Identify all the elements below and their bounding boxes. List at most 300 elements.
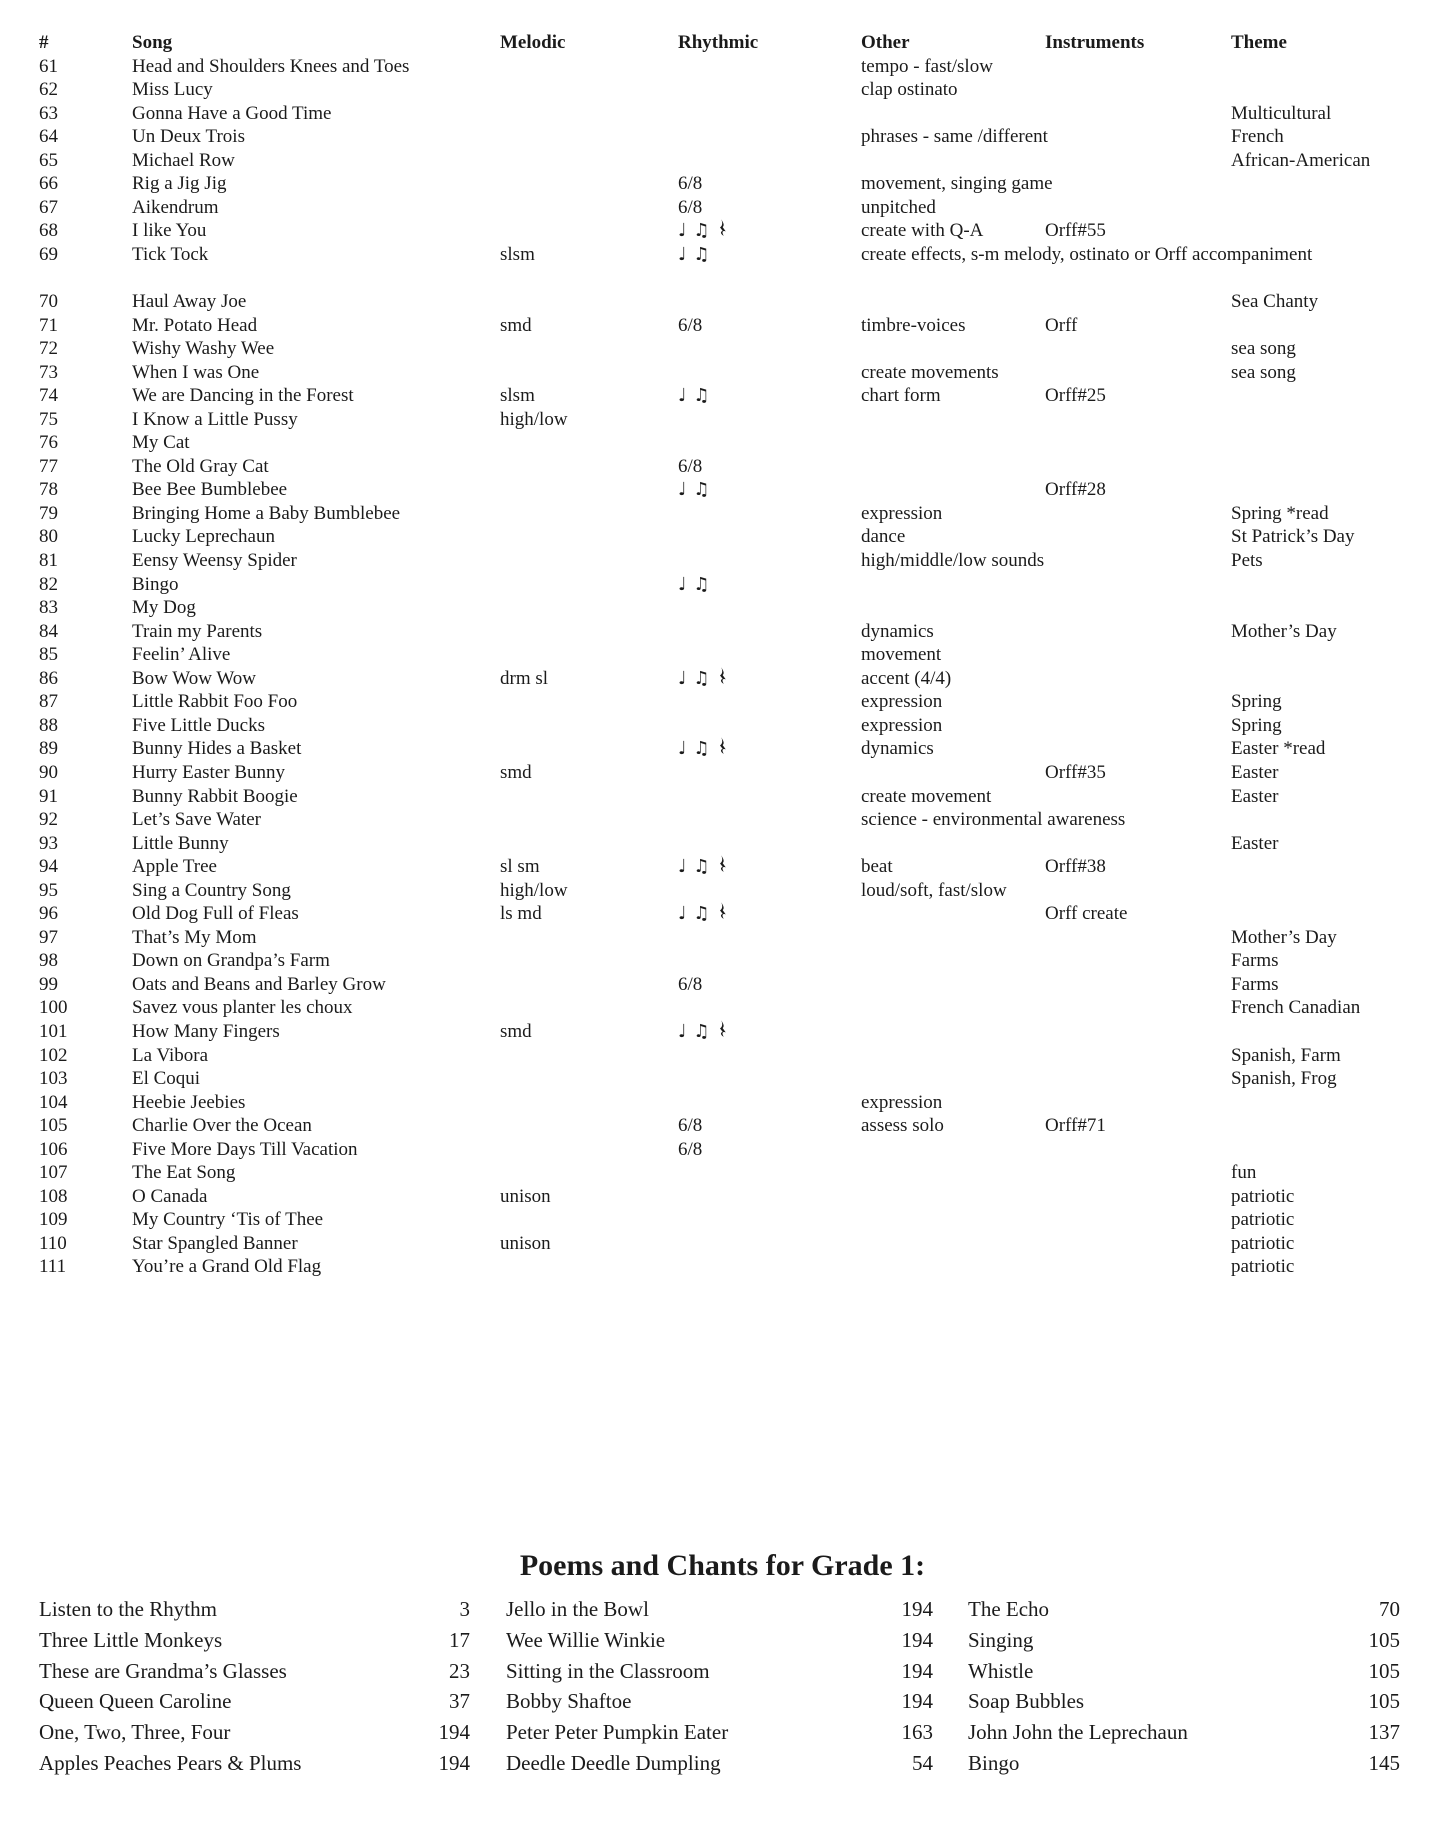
num-cell: 78: [39, 479, 58, 501]
song-row: [39, 478, 1439, 502]
song-row: [39, 314, 1439, 338]
poem-page: 163: [901, 1720, 933, 1745]
melodic-cell: unison: [500, 1185, 551, 1207]
rhythmic-cell: 6/8: [678, 1138, 703, 1160]
melodic-cell: [500, 455, 678, 479]
instruments-cell: [1045, 596, 1231, 620]
num-cell: 91: [39, 785, 58, 807]
melodic-cell: [500, 1138, 678, 1162]
other-cell: [861, 996, 1045, 1020]
song-cell: I Know a Little Pussy: [132, 408, 298, 430]
poem-row: [506, 1748, 933, 1779]
poems-column: [506, 1594, 933, 1779]
poem-row: [506, 1625, 933, 1656]
quarter-note-icon: ♩: [678, 738, 687, 760]
poem-name: Sitting in the Classroom: [506, 1658, 710, 1683]
melodic-cell: [500, 1208, 678, 1232]
rhythmic-cell: [678, 1020, 861, 1044]
song-row: [39, 879, 1439, 903]
theme-cell: [1231, 55, 1439, 79]
melodic-cell: [500, 1044, 678, 1068]
song-row: [39, 761, 1439, 785]
theme-cell: Multicultural: [1231, 102, 1332, 124]
melodic-cell: [500, 573, 678, 597]
song-cell: Tick Tock: [132, 243, 209, 265]
poem-page: 194: [438, 1720, 470, 1745]
poem-page: 37: [449, 1689, 470, 1714]
theme-cell: sea song: [1231, 361, 1296, 383]
num-cell: 101: [39, 1020, 68, 1042]
rhythmic-cell: [678, 149, 861, 173]
rhythmic-cell: [678, 573, 861, 597]
instruments-cell: [1045, 808, 1231, 832]
other-cell: clap ostinato: [861, 79, 958, 101]
melodic-cell: high/low: [500, 879, 568, 901]
instruments-cell: [1045, 737, 1231, 761]
poem-page: 70: [1379, 1597, 1400, 1621]
num-cell: [39, 266, 132, 290]
poem-name: Bingo: [968, 1750, 1020, 1775]
song-row: [39, 243, 1439, 267]
rhythmic-cell: [678, 855, 861, 879]
other-cell: [861, 926, 1045, 950]
other-cell: [861, 290, 1045, 314]
song-cell: Heebie Jeebies: [132, 1091, 246, 1113]
theme-cell: Easter: [1231, 832, 1279, 854]
rhythmic-cell: [678, 243, 861, 267]
rhythmic-cell: [678, 266, 861, 290]
instruments-cell: [1045, 431, 1231, 455]
song-cell: Rig a Jig Jig: [132, 173, 227, 195]
melodic-cell: [500, 785, 678, 809]
rhythmic-cell: 6/8: [678, 173, 703, 195]
rhythmic-cell: 6/8: [678, 314, 703, 336]
quarter-rest-icon: [719, 1020, 728, 1041]
rhythmic-cell: [678, 384, 861, 408]
instruments-cell: [1045, 78, 1231, 102]
other-cell: [861, 102, 1045, 126]
other-cell: movement, singing game: [861, 173, 1053, 195]
melodic-cell: smd: [500, 1020, 532, 1042]
song-cell: We are Dancing in the Forest: [132, 385, 354, 407]
instruments-cell: [1045, 879, 1231, 903]
column-header-rhythmic: Rhythmic: [678, 32, 759, 53]
rhythmic-cell: [678, 1044, 861, 1068]
num-cell: 76: [39, 432, 58, 454]
num-cell: 65: [39, 149, 58, 171]
poem-row: [39, 1594, 470, 1625]
melodic-cell: slsm: [500, 243, 535, 265]
song-row: [39, 290, 1439, 314]
song-cell: Wishy Washy Wee: [132, 338, 275, 360]
song-row: [39, 1232, 1439, 1256]
song-cell: La Vibora: [132, 1044, 209, 1066]
instruments-cell: Orff#38: [1045, 856, 1106, 878]
poem-page: 194: [901, 1658, 933, 1683]
rhythmic-cell: [678, 431, 861, 455]
other-cell: [861, 1208, 1045, 1232]
rhythmic-cell: [678, 949, 861, 973]
num-cell: 80: [39, 526, 58, 548]
poem-name: The Echo: [968, 1597, 1050, 1621]
melodic-cell: [500, 1091, 678, 1115]
rhythmic-cell: [678, 1161, 861, 1185]
quarter-rest-icon: [719, 219, 728, 240]
rhythmic-cell: 6/8: [678, 196, 703, 218]
poem-name: Bobby Shaftoe: [506, 1689, 632, 1714]
song-row: [39, 573, 1439, 597]
num-cell: 111: [39, 1256, 67, 1278]
song-cell: Bingo: [132, 573, 179, 595]
eighth-notes-icon: ♫: [693, 738, 710, 760]
poem-name: One, Two, Three, Four: [39, 1720, 231, 1745]
instruments-cell: [1045, 243, 1231, 267]
theme-cell: [1231, 408, 1439, 432]
theme-cell: Spring *read: [1231, 502, 1329, 524]
other-cell: [861, 408, 1045, 432]
poem-row: [506, 1717, 933, 1748]
song-row: [39, 996, 1439, 1020]
num-cell: 98: [39, 950, 58, 972]
num-cell: 108: [39, 1185, 68, 1207]
theme-cell: [1231, 879, 1439, 903]
theme-cell: Spring: [1231, 714, 1282, 736]
rhythmic-cell: 6/8: [678, 1115, 703, 1137]
song-cell: Apple Tree: [132, 856, 217, 878]
other-cell: [861, 1044, 1045, 1068]
other-cell: [861, 573, 1045, 597]
rhythmic-cell: [678, 361, 861, 385]
num-cell: 92: [39, 809, 58, 831]
other-cell: [861, 455, 1045, 479]
song-cell: I like You: [132, 220, 207, 242]
instruments-cell: [1045, 1255, 1231, 1279]
poem-name: Listen to the Rhythm: [39, 1597, 217, 1621]
rhythmic-cell: [678, 879, 861, 903]
theme-cell: fun: [1231, 1162, 1257, 1184]
song-cell: Down on Grandpa’s Farm: [132, 950, 330, 972]
theme-cell: [1231, 667, 1439, 691]
num-cell: 61: [39, 55, 58, 77]
theme-cell: [1231, 1138, 1439, 1162]
melodic-cell: [500, 78, 678, 102]
num-cell: 70: [39, 291, 58, 313]
num-cell: 71: [39, 314, 58, 336]
song-row: [39, 172, 1439, 196]
other-cell: chart form: [861, 385, 941, 407]
theme-cell: [1231, 384, 1439, 408]
other-cell: dynamics: [861, 620, 934, 642]
poems-column: [968, 1594, 1400, 1779]
song-row: [39, 502, 1439, 526]
instruments-cell: Orff#55: [1045, 220, 1106, 242]
other-cell: [861, 337, 1045, 361]
melodic-cell: high/low: [500, 408, 568, 430]
song-row: [39, 455, 1439, 479]
num-cell: 90: [39, 761, 58, 783]
column-header-theme: Theme: [1231, 32, 1287, 53]
rhythmic-cell: [678, 102, 861, 126]
theme-cell: French Canadian: [1231, 997, 1361, 1019]
other-cell: [861, 149, 1045, 173]
poem-name: Three Little Monkeys: [39, 1627, 223, 1652]
melodic-cell: [500, 714, 678, 738]
instruments-cell: [1045, 1208, 1231, 1232]
num-cell: 69: [39, 243, 58, 265]
poem-row: [39, 1686, 470, 1717]
theme-cell: Easter *read: [1231, 738, 1326, 760]
song-row: [39, 855, 1439, 879]
melodic-cell: [500, 737, 678, 761]
song-row: [39, 1067, 1439, 1091]
other-cell: [861, 949, 1045, 973]
instruments-cell: [1045, 172, 1231, 196]
song-row: [39, 125, 1439, 149]
song-cell: Miss Lucy: [132, 79, 213, 101]
theme-cell: [1231, 243, 1439, 267]
melodic-cell: [500, 808, 678, 832]
num-cell: 74: [39, 385, 58, 407]
other-cell: dynamics: [861, 738, 934, 760]
num-cell: 93: [39, 832, 58, 854]
num-cell: 84: [39, 620, 58, 642]
song-cell: O Canada: [132, 1185, 208, 1207]
other-cell: timbre-voices: [861, 314, 966, 336]
instruments-cell: [1045, 832, 1231, 856]
theme-cell: patriotic: [1231, 1185, 1295, 1207]
theme-cell: [1231, 596, 1439, 620]
melodic-cell: sl sm: [500, 856, 540, 878]
melodic-cell: [500, 549, 678, 573]
song-cell: Aikendrum: [132, 196, 219, 218]
theme-cell: [1231, 478, 1439, 502]
instruments-cell: [1045, 1232, 1231, 1256]
instruments-cell: [1045, 620, 1231, 644]
quarter-rest-icon: [719, 855, 728, 876]
song-row: [39, 408, 1439, 432]
poem-page: 145: [1368, 1750, 1400, 1775]
other-cell: [861, 596, 1045, 620]
theme-cell: [1231, 455, 1439, 479]
poem-name: These are Grandma’s Glasses: [39, 1658, 287, 1683]
song-cell: Little Rabbit Foo Foo: [132, 691, 298, 713]
poem-name: Jello in the Bowl: [506, 1597, 649, 1621]
song-cell: Five Little Ducks: [132, 714, 265, 736]
instruments-cell: Orff create: [1045, 903, 1128, 925]
song-cell: You’re a Grand Old Flag: [132, 1256, 322, 1278]
table-header-row: [39, 31, 1439, 55]
other-cell: expression: [861, 1091, 943, 1113]
poems-column: [39, 1594, 470, 1779]
melodic-cell: [500, 525, 678, 549]
quarter-note-icon: ♩: [678, 856, 687, 878]
rhythmic-cell: 6/8: [678, 973, 703, 995]
melodic-cell: [500, 55, 678, 79]
song-row: [39, 219, 1439, 243]
other-cell: [861, 761, 1045, 785]
rhythmic-cell: [678, 337, 861, 361]
melodic-cell: drm sl: [500, 667, 549, 689]
instruments-cell: [1045, 502, 1231, 526]
song-row: [39, 361, 1439, 385]
poem-row: [506, 1656, 933, 1687]
rhythmic-cell: [678, 55, 861, 79]
quarter-note-icon: ♩: [678, 573, 687, 595]
instruments-cell: [1045, 714, 1231, 738]
melodic-cell: ls md: [500, 903, 542, 925]
song-row: [39, 1020, 1439, 1044]
melodic-cell: [500, 125, 678, 149]
instruments-cell: [1045, 1138, 1231, 1162]
column-header-other: Other: [861, 32, 910, 53]
song-row: [39, 667, 1439, 691]
rhythmic-cell: [678, 408, 861, 432]
melodic-cell: [500, 690, 678, 714]
theme-cell: [1231, 219, 1439, 243]
num-cell: 81: [39, 550, 58, 572]
song-row: [39, 714, 1439, 738]
melodic-cell: [500, 478, 678, 502]
song-cell: Let’s Save Water: [132, 809, 261, 831]
theme-cell: [1231, 902, 1439, 926]
poem-row: [968, 1625, 1400, 1656]
other-cell: [861, 832, 1045, 856]
instruments-cell: [1045, 266, 1231, 290]
song-cell: Bee Bee Bumblebee: [132, 479, 288, 501]
instruments-cell: Orff#25: [1045, 385, 1106, 407]
other-cell: accent (4/4): [861, 667, 952, 689]
other-cell: loud/soft, fast/slow: [861, 879, 1007, 901]
song-row: [39, 525, 1439, 549]
instruments-cell: [1045, 408, 1231, 432]
melodic-cell: [500, 1114, 678, 1138]
song-row: [39, 431, 1439, 455]
theme-cell: Spanish, Farm: [1231, 1044, 1341, 1066]
instruments-cell: Orff#35: [1045, 761, 1106, 783]
instruments-cell: Orff#71: [1045, 1115, 1106, 1137]
quarter-rest-icon: [719, 902, 728, 923]
eighth-notes-icon: ♫: [693, 220, 710, 242]
num-cell: 66: [39, 173, 58, 195]
poem-name: John John the Leprechaun: [968, 1720, 1188, 1745]
theme-cell: St Patrick’s Day: [1231, 526, 1355, 548]
song-cell: Hurry Easter Bunny: [132, 761, 286, 783]
poem-name: Peter Peter Pumpkin Eater: [506, 1720, 729, 1745]
theme-cell: Mother’s Day: [1231, 926, 1337, 948]
column-header-melodic: Melodic: [500, 32, 566, 53]
song-cell: Oats and Beans and Barley Grow: [132, 973, 386, 995]
song-cell: Bunny Rabbit Boogie: [132, 785, 298, 807]
melodic-cell: [500, 361, 678, 385]
theme-cell: Spanish, Frog: [1231, 1068, 1337, 1090]
theme-cell: [1231, 1091, 1439, 1115]
other-cell: [861, 973, 1045, 997]
other-cell: create movement: [861, 785, 992, 807]
rhythmic-cell: [678, 643, 861, 667]
theme-cell: [1231, 1114, 1439, 1138]
num-cell: 64: [39, 126, 58, 148]
num-cell: 67: [39, 196, 58, 218]
poem-name: Deedle Deedle Dumpling: [506, 1750, 721, 1775]
songs-table-body: [39, 55, 1439, 1279]
melodic-cell: [500, 172, 678, 196]
rhythmic-cell: [678, 620, 861, 644]
num-cell: 85: [39, 644, 58, 666]
other-cell: [861, 1255, 1045, 1279]
melodic-cell: unison: [500, 1232, 551, 1254]
song-cell: Old Dog Full of Fleas: [132, 903, 299, 925]
other-cell: high/middle/low sounds: [861, 550, 1045, 572]
melodic-cell: [500, 219, 678, 243]
song-row: [39, 926, 1439, 950]
instruments-cell: [1045, 1020, 1231, 1044]
num-cell: 107: [39, 1162, 68, 1184]
eighth-notes-icon: ♫: [693, 667, 710, 689]
instruments-cell: [1045, 125, 1231, 149]
song-row: [39, 690, 1439, 714]
rhythmic-cell: [678, 1067, 861, 1091]
eighth-notes-icon: ♫: [693, 903, 710, 925]
song-row: [39, 196, 1439, 220]
instruments-cell: [1045, 1161, 1231, 1185]
other-cell: [861, 1185, 1045, 1209]
song-row: [39, 1208, 1439, 1232]
theme-cell: French: [1231, 126, 1284, 148]
num-cell: 100: [39, 997, 68, 1019]
poem-row: [506, 1686, 933, 1717]
rhythmic-cell: [678, 502, 861, 526]
song-cell: Gonna Have a Good Time: [132, 102, 332, 124]
song-row: [39, 808, 1439, 832]
instruments-cell: [1045, 926, 1231, 950]
rhythmic-cell: [678, 785, 861, 809]
theme-cell: [1231, 643, 1439, 667]
theme-cell: African-American: [1231, 149, 1371, 171]
theme-cell: patriotic: [1231, 1209, 1295, 1231]
theme-cell: Easter: [1231, 785, 1279, 807]
quarter-rest-icon: [719, 667, 728, 688]
poem-name: Soap Bubbles: [968, 1689, 1085, 1714]
poem-row: [968, 1717, 1400, 1748]
num-cell: 96: [39, 903, 58, 925]
instruments-cell: Orff#28: [1045, 479, 1106, 501]
other-cell: movement: [861, 644, 942, 666]
song-cell: My Cat: [132, 432, 190, 454]
rhythmic-cell: [678, 832, 861, 856]
song-cell: [132, 266, 500, 290]
song-row: [39, 737, 1439, 761]
song-cell: Haul Away Joe: [132, 291, 247, 313]
instruments-cell: [1045, 1185, 1231, 1209]
song-cell: Bow Wow Wow: [132, 667, 256, 689]
eighth-notes-icon: ♫: [693, 479, 710, 501]
melodic-cell: smd: [500, 761, 532, 783]
other-cell: create movements: [861, 361, 999, 383]
theme-cell: [1231, 314, 1439, 338]
song-row: [39, 1255, 1439, 1279]
melodic-cell: [500, 502, 678, 526]
poem-page: 105: [1368, 1658, 1400, 1683]
theme-cell: Farms: [1231, 973, 1279, 995]
poem-row: [39, 1717, 470, 1748]
melodic-cell: [500, 596, 678, 620]
song-row: [39, 643, 1439, 667]
other-cell: assess solo: [861, 1115, 944, 1137]
song-cell: Feelin’ Alive: [132, 644, 231, 666]
song-row: [39, 620, 1439, 644]
theme-cell: Spring: [1231, 691, 1282, 713]
song-cell: The Old Gray Cat: [132, 455, 269, 477]
